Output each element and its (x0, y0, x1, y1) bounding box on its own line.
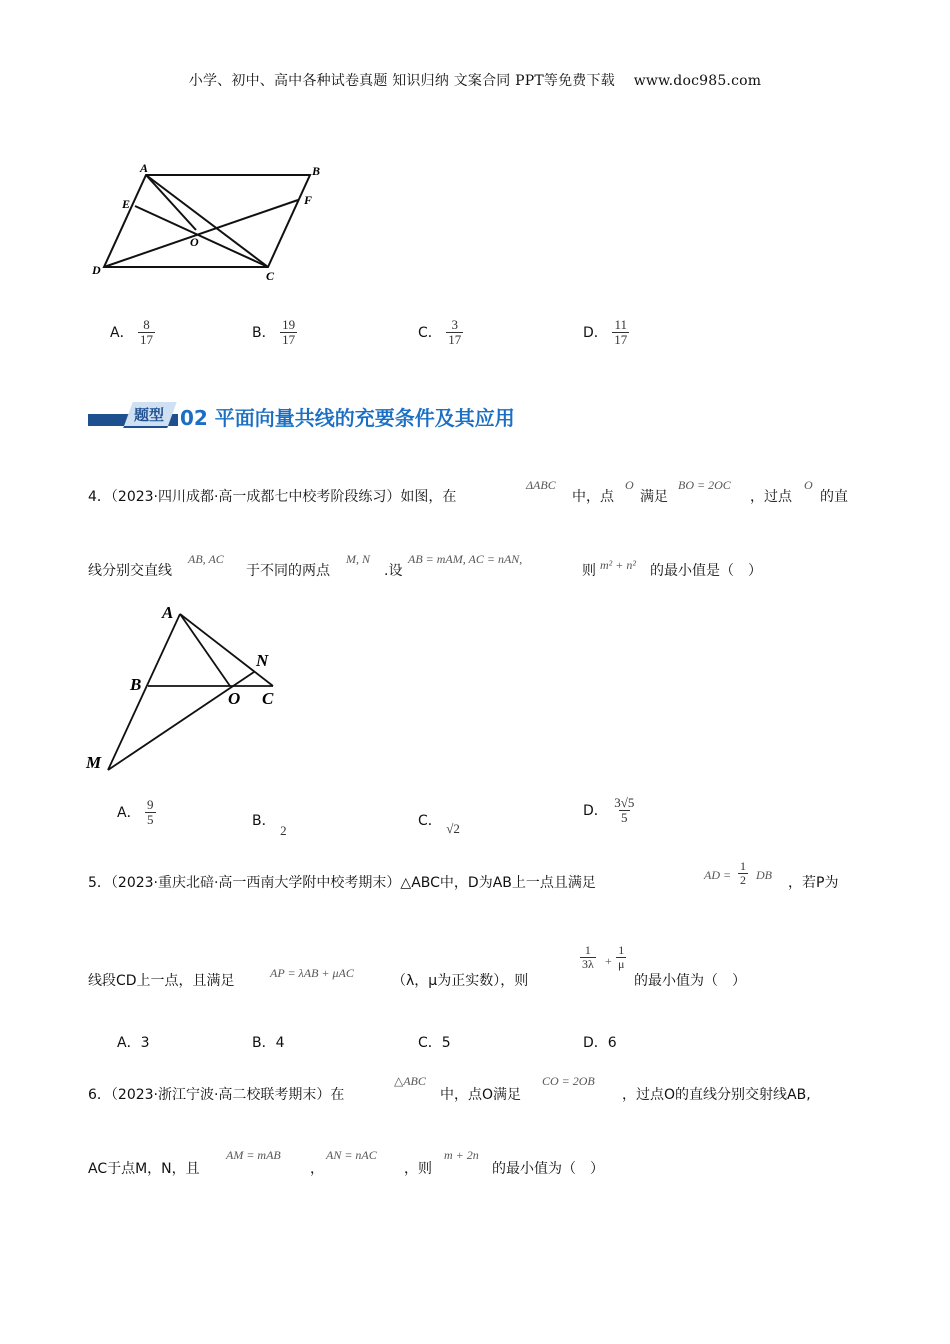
fig1-label-C: C (266, 269, 275, 283)
q6-text: ，则 (404, 1161, 432, 1177)
q6-text: 中，点O满足 (440, 1087, 522, 1103)
q4-text: 则 (582, 563, 596, 579)
q4-text: 的直 (820, 489, 848, 505)
fraction: $\frac{9}{5}$ (147, 797, 154, 827)
q4-option-a[interactable] (117, 798, 156, 826)
fig2-label-N: N (256, 651, 269, 670)
q4-math-relations: AB = mAM, AC = nAN, (408, 552, 523, 566)
q4-math-BO: BO = 2OC (678, 478, 731, 492)
fraction: $\frac{8}{17}$ (140, 317, 154, 347)
q5-plus: + (605, 954, 612, 968)
q5-text: （λ，μ为正实数），则 (392, 973, 529, 989)
q5-frac-half: $\frac{1}{2}$ (740, 859, 746, 887)
q4-math-triangle: ΔABC (526, 478, 556, 492)
page-header: 小学、初中、高中各种试卷真题 知识归纳 文案合同 PPT等免费下载 www.doc985.com (188, 73, 762, 89)
q5-text: 线段CD上一点，且满足 (88, 973, 235, 989)
q6-text: ， (310, 1161, 324, 1177)
q5-option-d[interactable]: D．6 (583, 1035, 617, 1051)
option-value: 2 (280, 823, 287, 838)
q4-text: .设 (384, 563, 403, 579)
q5-frac-2: $\frac{1}{\mu}$ (618, 943, 625, 971)
q6-text: AC于点M，N，且 (88, 1161, 200, 1177)
fig1-label-D: D (92, 263, 101, 277)
fig2-label-O: O (228, 689, 241, 708)
q4-option-c[interactable] (418, 810, 460, 836)
fig2-label-M: M (86, 753, 102, 772)
option-letter: A． (110, 325, 134, 342)
q4-text: 满足 (640, 489, 668, 505)
q3-option-a[interactable] (110, 318, 155, 346)
q5-text: 的最小值为（ ） (634, 973, 746, 989)
q4-math-O2: O (804, 478, 813, 492)
q4-option-b[interactable] (252, 810, 287, 838)
q4-option-d[interactable] (583, 796, 636, 824)
section-tag: 题型 (134, 406, 165, 424)
fraction: $\frac{19}{17}$ (282, 317, 296, 347)
option-letter: C． (418, 325, 442, 342)
q5-frac-1: $\frac{1}{3\lambda}$ (582, 943, 594, 971)
q4-prefix: 4．（2023·四川成都·高一成都七中校考阶段练习）如图，在 (88, 489, 457, 505)
fig1-label-A: A (140, 161, 149, 175)
option-letter: A． (117, 805, 141, 822)
q4-math-O: O (625, 478, 634, 492)
fig1-label-E: E (122, 197, 131, 211)
fraction: $\frac{3}{17}$ (448, 317, 462, 347)
q6-line1 (88, 1074, 858, 1110)
q3-option-b[interactable] (252, 318, 297, 346)
q5-math-AP: AP = λAB + μAC (270, 966, 354, 980)
q6-line2 (88, 1148, 858, 1184)
option-letter: D． (583, 325, 608, 342)
q4-math-m2n2: m² + n² (600, 558, 636, 572)
fig2-label-B: B (130, 675, 142, 694)
q4-text: 线分别交直线 (88, 563, 172, 579)
q5-text: ，若P为 (788, 875, 839, 891)
q4-text: ，过点 (750, 489, 792, 505)
figure-parallelogram (86, 158, 346, 283)
option-letter: B． (252, 325, 276, 342)
q6-prefix: 6．（2023·浙江宁波·高二校联考期末）在 (88, 1087, 345, 1103)
fraction: $\frac{11}{17}$ (614, 317, 628, 347)
option-letter: C． (418, 813, 442, 829)
fig1-label-O: O (190, 235, 199, 249)
q6-math-m2n: m + 2n (444, 1148, 479, 1162)
figure-triangle (84, 600, 294, 780)
q3-option-c[interactable] (418, 318, 463, 346)
q6-math-CO: CO = 2OB (542, 1074, 595, 1088)
q6-math-triangle: △ABC (394, 1074, 426, 1088)
fig1-label-B: B (312, 164, 321, 178)
q3-option-d[interactable] (583, 318, 629, 346)
q5-option-b[interactable]: B．4 (252, 1035, 285, 1051)
fig2-label-C: C (262, 689, 274, 708)
fig2-label-A: A (162, 603, 174, 622)
q6-text: ，过点O的直线分别交射线AB, (622, 1087, 811, 1103)
q6-text: 的最小值为（ ） (492, 1161, 604, 1177)
q5-line2 (88, 942, 858, 989)
option-letter: D． (583, 803, 608, 820)
option-value: √2 (446, 821, 460, 836)
q5-math-AD: AD = (704, 868, 732, 882)
q6-math-AM: AM = mAB (226, 1148, 281, 1162)
fig1-label-F: F (304, 193, 313, 207)
q5-option-c[interactable]: C．5 (418, 1035, 451, 1051)
q4-text: 中，点 (572, 489, 614, 505)
q6-math-AN: AN = nAC (326, 1148, 377, 1162)
section-title: 02 平面向量共线的充要条件及其应用 (180, 406, 515, 430)
q4-text: 于不同的两点 (246, 563, 330, 579)
q5-line1 (88, 860, 858, 900)
option-letter: B． (252, 813, 276, 829)
q5-math-DB: DB (756, 868, 772, 882)
q5-option-a[interactable]: A．3 (117, 1035, 150, 1051)
q4-text: 的最小值是（ ） (650, 563, 762, 579)
q4-math-MN: M, N (346, 552, 370, 566)
q5-prefix: 5．（2023·重庆北碚·高一西南大学附中校考期末）△ABC中，D为AB上一点且满足 (88, 875, 596, 891)
fraction: $\frac{3√5}{5}$ (614, 795, 635, 825)
q4-math-AB-AC: AB, AC (188, 552, 224, 566)
section-banner (88, 400, 608, 436)
